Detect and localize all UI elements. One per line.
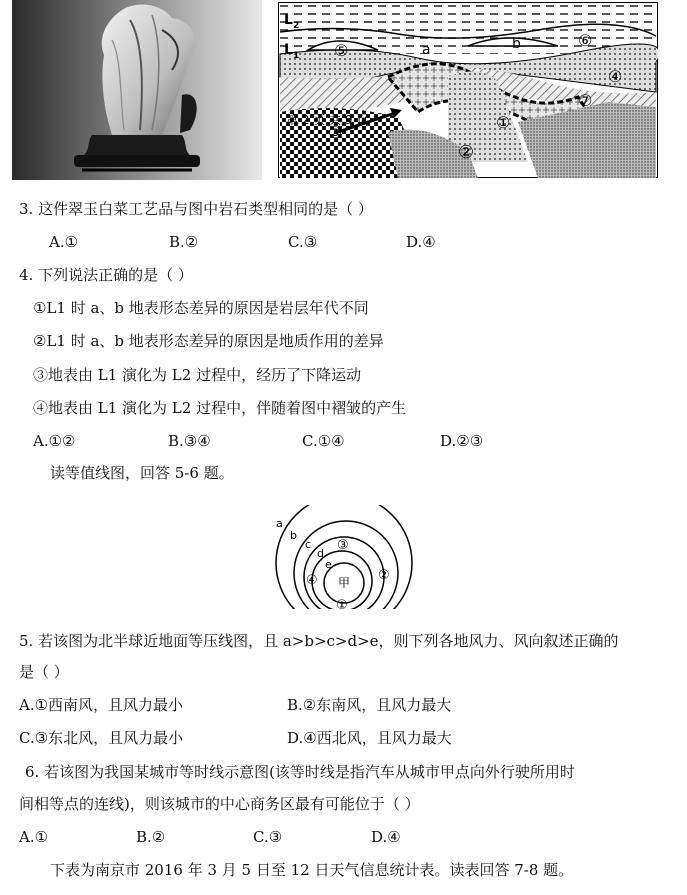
label-a: a (422, 42, 431, 58)
q3-option-c: C.③ (288, 233, 318, 251)
label-3: ③ (328, 123, 343, 142)
label-4: ④ (608, 67, 623, 86)
q4-option-d: D.②③ (440, 432, 484, 450)
q4-stem: 4. 下列说法正确的是（ ） (19, 266, 193, 284)
label-b: b (512, 36, 521, 52)
q6-option-b: B.② (136, 828, 166, 846)
label-L2: L (284, 12, 293, 28)
q6-option-c: C.③ (253, 828, 283, 846)
q6-stem-line2: 间相等点的连线)，则该城市的中心商务区最有可能位于（ ） (19, 795, 420, 813)
contour-diagram (262, 505, 422, 617)
label-5: ⑤ (334, 41, 349, 60)
q5-option-b: B.②东南风，且风力最大 (287, 696, 452, 714)
label-L2-sub: 2 (293, 21, 300, 31)
point-2: ② (378, 568, 390, 583)
q4-statement-1: ①L1 时 a、b 地表形态差异的原因是岩层年代不同 (33, 299, 369, 317)
q4-statement-3: ③地表由 L1 演化为 L2 过程中，经历了下降运动 (33, 366, 362, 384)
q3-option-a: A.① (49, 233, 79, 251)
label-2: ② (458, 142, 475, 163)
q6-option-a: A.① (19, 828, 49, 846)
isoline-label-d: d (317, 547, 324, 560)
isoline-label-b: b (290, 529, 297, 542)
label-6: ⑥ (578, 31, 593, 50)
label-1: ① (496, 113, 511, 132)
q3-option-d: D.④ (406, 233, 436, 251)
geologic-section-diagram (278, 2, 658, 178)
q4-statement-2: ②L1 时 a、b 地表形态差异的原因是地质作用的差异 (33, 332, 384, 350)
q5-option-a: A.①西南风，且风力最小 (19, 696, 184, 714)
label-L1-sub: 1 (293, 51, 300, 61)
label-L1: L (284, 42, 293, 58)
q5-option-d: D.④西北风，且风力最大 (287, 729, 452, 747)
isoline-label-e: e (325, 558, 332, 571)
q5-option-c: C.③东北风，且风力最小 (19, 729, 184, 747)
q5-stem-line1: 5. 若该图为北半球近地面等压线图，且 a>b>c>d>e，则下列各地风力、风向叙述正确的 (19, 632, 619, 650)
q4-option-c: C.①④ (302, 432, 345, 450)
isoline-label-c: c (305, 538, 312, 551)
q3-stem: 3. 这件翠玉白菜工艺品与图中岩石类型相同的是（ ） (19, 200, 373, 218)
q4-statement-4: ④地表由 L1 演化为 L2 过程中，伴随着图中褶皱的产生 (33, 399, 407, 417)
point-3: ③ (337, 538, 349, 553)
label-7: ⑦ (578, 91, 593, 110)
center-jia: 甲 (338, 576, 351, 590)
isoline-label-a: a (276, 517, 283, 530)
point-1: ① (336, 598, 348, 613)
point-4: ④ (306, 573, 318, 588)
q3-option-b: B.② (169, 233, 199, 251)
q4-option-a: A.①② (33, 432, 76, 450)
intro-7-8: 下表为南京市 2016 年 3 月 5 日至 12 日天气信息统计表。读表回答 7-8 题。 (50, 861, 574, 879)
q6-option-d: D.④ (371, 828, 401, 846)
q4-option-b: B.③④ (168, 432, 211, 450)
page-number-overlay: 第 2 页 共 9 页 (286, 113, 369, 127)
jade-cabbage-photo (12, 0, 262, 180)
q5-stem-line2: 是（ ） (19, 663, 69, 681)
intro-5-6: 读等值线图，回答 5-6 题。 (50, 464, 234, 482)
q6-stem-line1: 6. 若该图为我国某城市等时线示意图(该等时线是指汽车从城市甲点向外行驶所用时 (25, 763, 575, 781)
